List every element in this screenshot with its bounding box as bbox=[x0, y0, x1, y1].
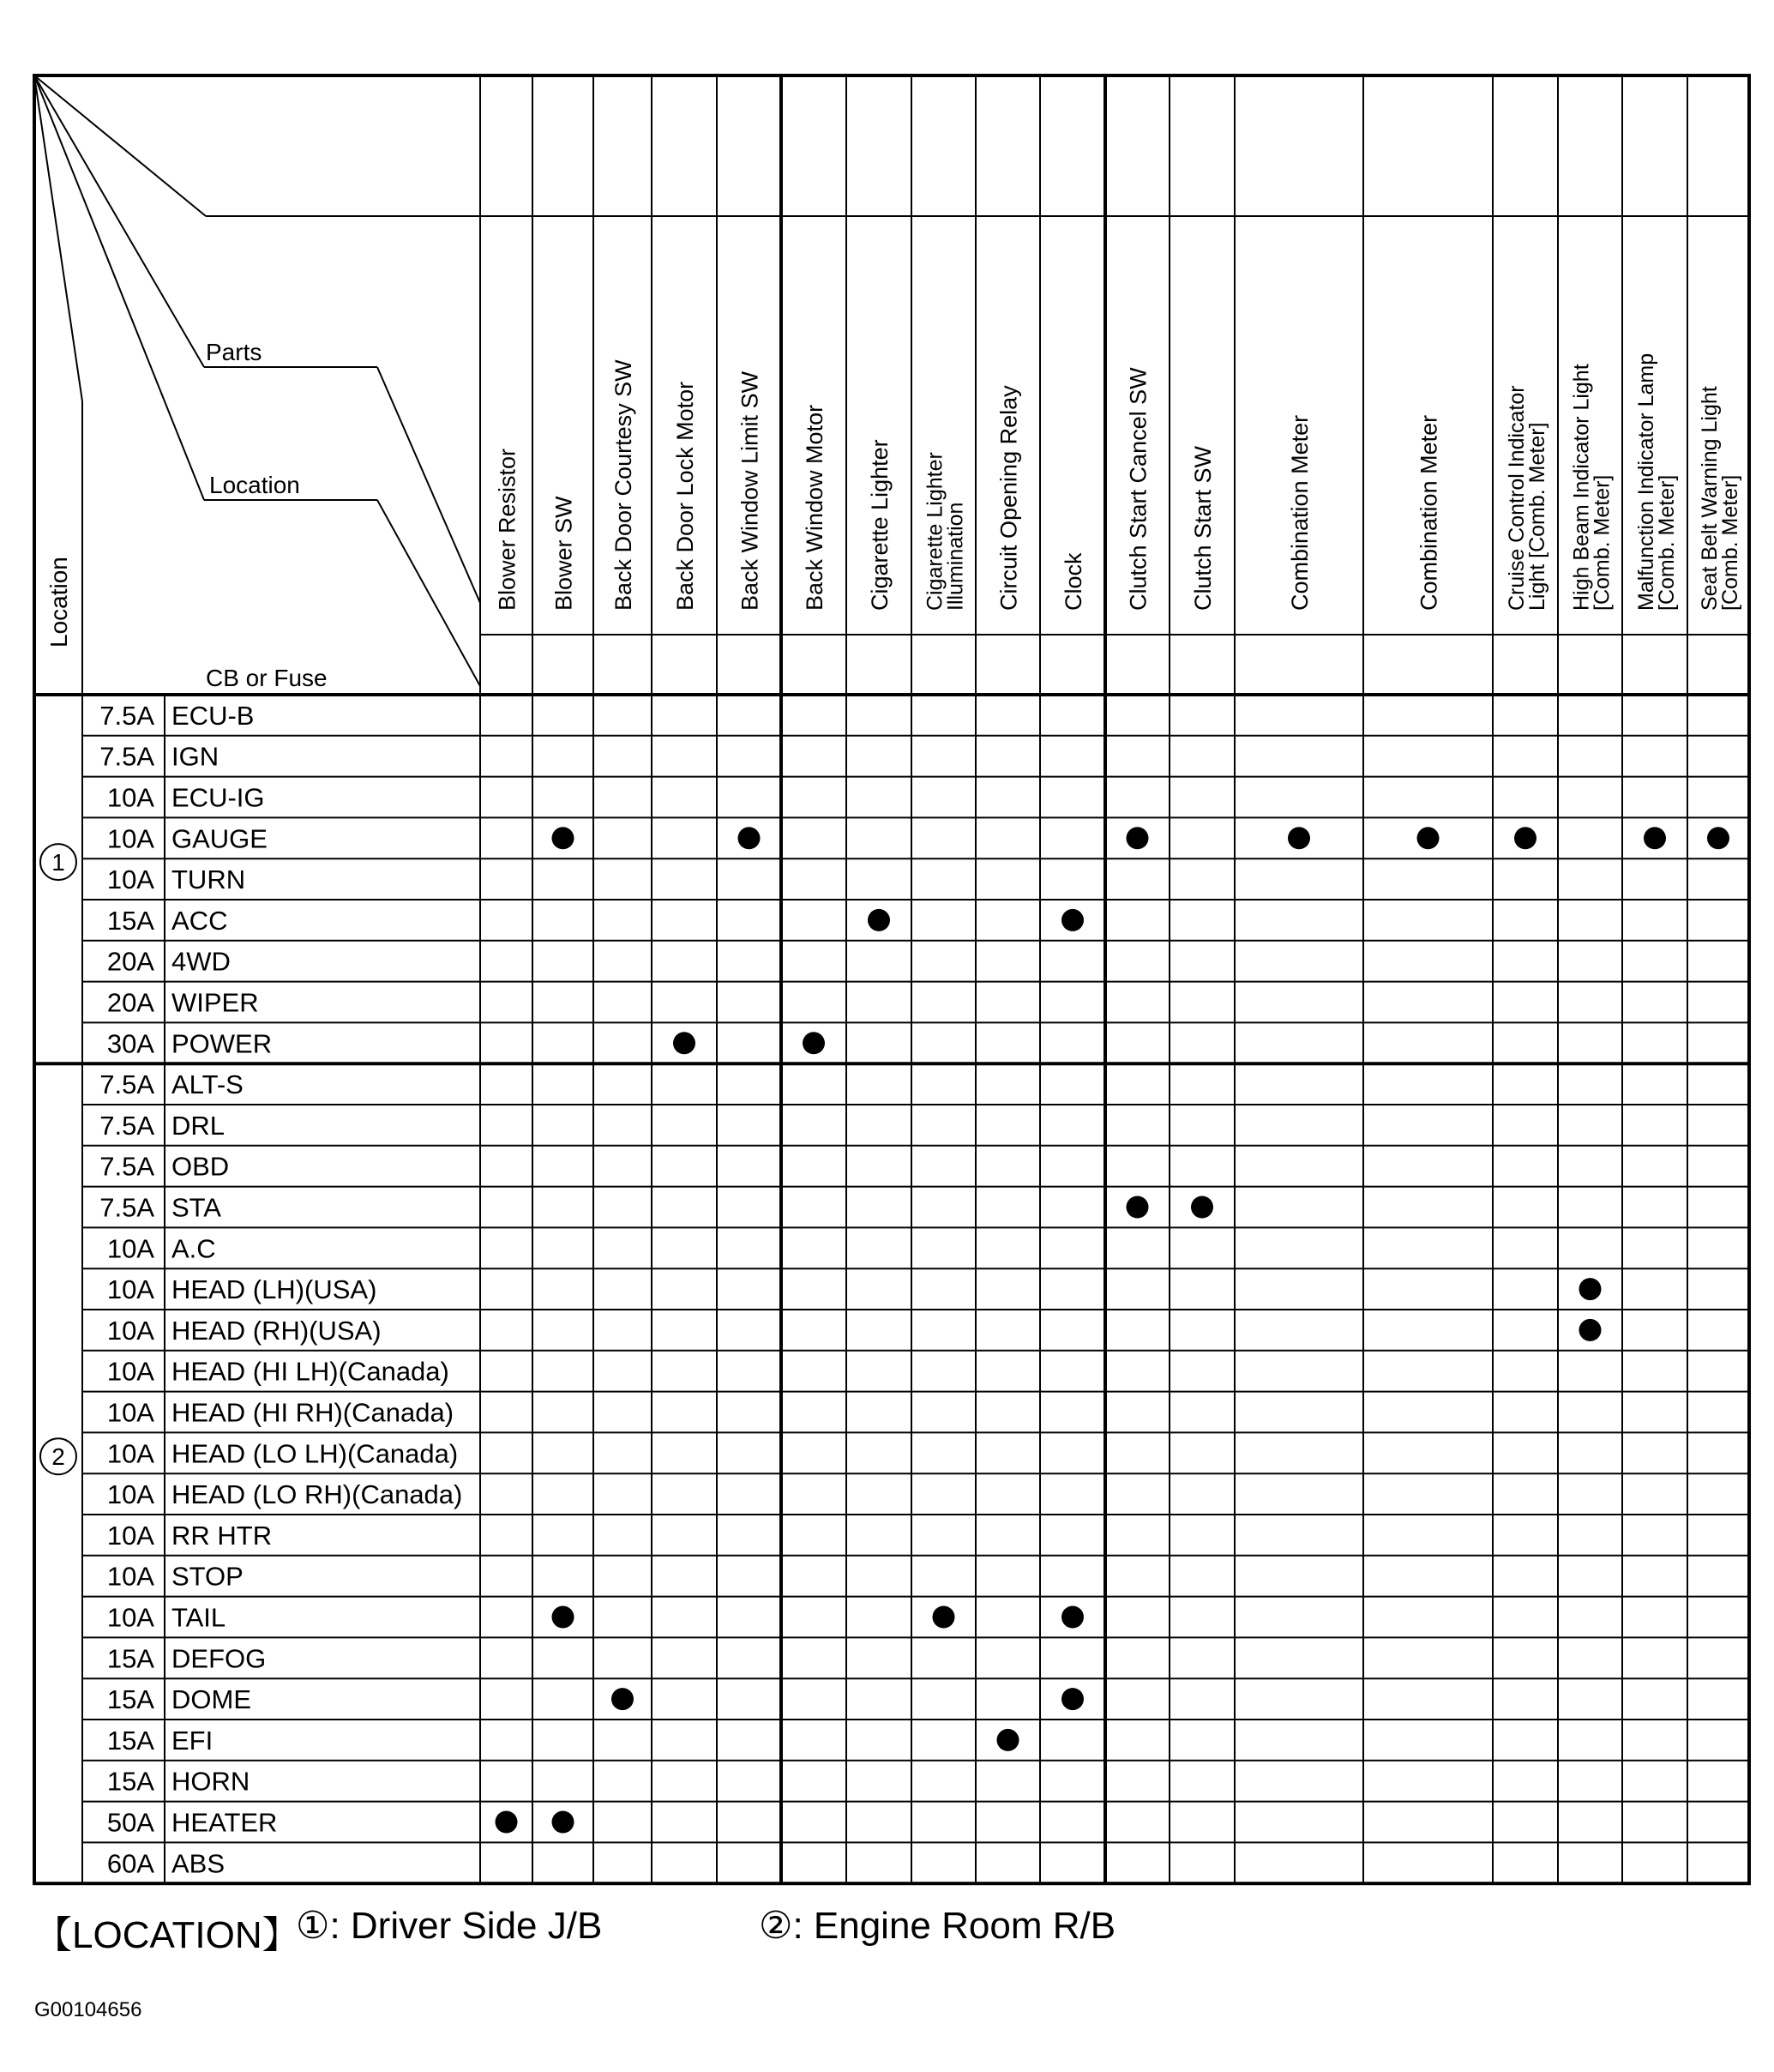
fuse-name: HEAD (LO RH)(Canada) bbox=[171, 1479, 463, 1510]
corner-diagonal bbox=[34, 75, 82, 401]
fuse-amperage: 7.5A bbox=[99, 1151, 154, 1182]
column-header-label: Clutch Start SW bbox=[1190, 445, 1216, 611]
fuse-name: A.C bbox=[171, 1233, 216, 1264]
usage-dot bbox=[1127, 1196, 1149, 1219]
fuse-amperage: 7.5A bbox=[99, 1069, 154, 1100]
corner-diagonal bbox=[34, 75, 204, 500]
fuse-name: STOP bbox=[171, 1561, 244, 1592]
usage-dot bbox=[496, 1811, 518, 1834]
fuse-amperage: 20A bbox=[106, 987, 154, 1018]
fuse-amperage: 10A bbox=[106, 1438, 154, 1469]
location-column-label: Location bbox=[45, 557, 72, 648]
location-marker: 1 bbox=[51, 849, 65, 876]
cb-or-fuse-label: CB or Fuse bbox=[206, 665, 328, 691]
fuse-name: HEAD (LH)(USA) bbox=[171, 1274, 377, 1305]
usage-dot bbox=[552, 1606, 574, 1629]
fuse-name: HEAD (HI RH)(Canada) bbox=[171, 1397, 454, 1428]
usage-dot bbox=[1061, 909, 1084, 931]
usage-dot bbox=[1644, 827, 1666, 849]
row-labels bbox=[40, 701, 462, 1878]
fuse-amperage: 60A bbox=[106, 1848, 154, 1879]
fuse-name: TAIL bbox=[171, 1602, 226, 1633]
column-header-label: Cruise Control Indicator bbox=[1505, 385, 1529, 611]
column-header-label: High Beam Indicator Light bbox=[1569, 364, 1594, 611]
fuse-name: HEATER bbox=[171, 1807, 278, 1838]
column-header-label: Seat Belt Warning Light bbox=[1698, 386, 1722, 611]
usage-dot bbox=[997, 1729, 1019, 1751]
column-header-label: Illumination bbox=[943, 502, 968, 611]
column-header-label: [Comb. Meter] bbox=[1718, 474, 1742, 611]
fuse-amperage: 30A bbox=[106, 1028, 154, 1059]
fuse-name: DEFOG bbox=[171, 1643, 267, 1674]
fuse-name: 4WD bbox=[171, 946, 231, 977]
fuse-amperage: 50A bbox=[106, 1807, 154, 1838]
figure-code: G00104656 bbox=[34, 1998, 142, 2021]
fuse-amperage: 7.5A bbox=[99, 1192, 154, 1223]
legend-item-driver-side: ①: Driver Side J/B bbox=[296, 1905, 603, 1947]
usage-dot bbox=[933, 1606, 955, 1629]
corner-diagonal bbox=[377, 500, 480, 686]
legend-heading: 【LOCATION】 bbox=[34, 1914, 300, 1956]
fuse-amperage: 15A bbox=[106, 1725, 154, 1756]
usage-dot bbox=[803, 1032, 825, 1054]
fuse-name: GAUGE bbox=[171, 823, 268, 854]
location-marker: 2 bbox=[51, 1443, 65, 1471]
column-header-label: Blower SW bbox=[550, 496, 577, 611]
chart-corner bbox=[34, 75, 480, 691]
legend-item-engine-room: ②: Engine Room R/B bbox=[759, 1905, 1116, 1947]
fuse-amperage: 10A bbox=[106, 1561, 154, 1592]
fuse-name: EFI bbox=[171, 1725, 213, 1756]
usage-dot bbox=[673, 1032, 695, 1054]
fuse-name: ABS bbox=[171, 1848, 226, 1879]
column-header-label: Circuit Opening Relay bbox=[995, 385, 1022, 611]
fuse-amperage: 20A bbox=[106, 946, 154, 977]
column-header-label: Combination Meter bbox=[1416, 414, 1442, 611]
usage-dot bbox=[552, 827, 574, 849]
fuse-amperage: 15A bbox=[106, 905, 154, 936]
fuse-amperage: 7.5A bbox=[99, 741, 154, 772]
column-header-label: [Comb. Meter] bbox=[1590, 474, 1615, 611]
usage-dot bbox=[552, 1811, 574, 1834]
column-header-label: Clutch Start Cancel SW bbox=[1125, 367, 1152, 611]
column-header-label: Back Window Limit SW bbox=[737, 370, 763, 611]
parts-label: Parts bbox=[206, 339, 262, 365]
corner-diagonal bbox=[34, 75, 204, 367]
chart-grid bbox=[82, 75, 1749, 1883]
fuse-name: HEAD (LO LH)(Canada) bbox=[171, 1438, 459, 1469]
column-header-label: Malfunction Indicator Lamp bbox=[1634, 352, 1658, 611]
corner-diagonal bbox=[34, 75, 206, 216]
usage-dot bbox=[1579, 1319, 1602, 1341]
fuse-name: DRL bbox=[171, 1110, 226, 1141]
fuse-amperage: 10A bbox=[106, 1397, 154, 1428]
fuse-name: HEAD (RH)(USA) bbox=[171, 1315, 382, 1346]
usage-dot bbox=[1707, 827, 1729, 849]
fuse-amperage: 7.5A bbox=[99, 700, 154, 731]
fuse-name: STA bbox=[171, 1192, 221, 1223]
location-label: Location bbox=[209, 472, 300, 498]
fuse-amperage: 10A bbox=[106, 1520, 154, 1551]
fuse-name: IGN bbox=[171, 741, 219, 772]
usage-dot bbox=[1579, 1278, 1602, 1300]
column-header-label: Back Door Courtesy SW bbox=[610, 359, 636, 611]
fuse-name: TURN bbox=[171, 864, 246, 895]
fuse-amperage: 10A bbox=[106, 1233, 154, 1264]
column-header-label: Clock bbox=[1061, 552, 1086, 611]
usage-dot bbox=[611, 1688, 634, 1710]
fuse-amperage: 10A bbox=[106, 1274, 154, 1305]
usage-dot bbox=[868, 909, 890, 931]
usage-dot bbox=[1514, 827, 1536, 849]
usage-dots bbox=[496, 827, 1730, 1833]
fuse-name: ECU-IG bbox=[171, 782, 265, 813]
fuse-amperage: 15A bbox=[106, 1643, 154, 1674]
column-headers bbox=[495, 353, 1743, 611]
usage-dot bbox=[1061, 1606, 1084, 1629]
fuse-amperage: 10A bbox=[106, 864, 154, 895]
column-header-label: Cigarette Lighter bbox=[867, 439, 893, 611]
usage-dot bbox=[738, 827, 761, 849]
fuse-name: ACC bbox=[171, 905, 228, 936]
usage-dot bbox=[1191, 1196, 1213, 1219]
usage-dot bbox=[1061, 1688, 1084, 1710]
fuse-name: OBD bbox=[171, 1151, 230, 1182]
fuse-amperage: 7.5A bbox=[99, 1110, 154, 1141]
fuse-amperage: 15A bbox=[106, 1684, 154, 1715]
usage-dot bbox=[1288, 827, 1310, 849]
corner-diagonal bbox=[377, 367, 480, 603]
fuse-amperage: 15A bbox=[106, 1766, 154, 1797]
fuse-amperage: 10A bbox=[106, 782, 154, 813]
fuse-amperage: 10A bbox=[106, 1602, 154, 1633]
fuse-name: ECU-B bbox=[171, 700, 255, 731]
column-header-label: Blower Resistor bbox=[494, 448, 520, 611]
fuse-name: POWER bbox=[171, 1028, 273, 1059]
column-header-label: Combination Meter bbox=[1287, 414, 1313, 611]
usage-dot bbox=[1417, 827, 1440, 849]
fuse-name: RR HTR bbox=[171, 1520, 273, 1551]
fuse-amperage: 10A bbox=[106, 1479, 154, 1510]
column-header-label: Back Window Motor bbox=[802, 404, 827, 611]
fuse-name: ALT-S bbox=[171, 1069, 244, 1100]
fuse-name: HORN bbox=[171, 1766, 250, 1797]
usage-dot bbox=[1127, 827, 1149, 849]
fuse-name: WIPER bbox=[171, 987, 259, 1018]
column-header-label: Light [Comb. Meter] bbox=[1525, 422, 1549, 611]
column-header-label: [Comb. Meter] bbox=[1655, 474, 1679, 611]
fuse-name: DOME bbox=[171, 1684, 251, 1715]
fuse-amperage: 10A bbox=[106, 1315, 154, 1346]
fuse-name: HEAD (HI LH)(Canada) bbox=[171, 1356, 449, 1387]
fuse-amperage: 10A bbox=[106, 1356, 154, 1387]
column-header-label: Cigarette Lighter bbox=[923, 452, 947, 611]
fuse-amperage: 10A bbox=[106, 823, 154, 854]
column-header-label: Back Door Lock Motor bbox=[672, 381, 698, 611]
